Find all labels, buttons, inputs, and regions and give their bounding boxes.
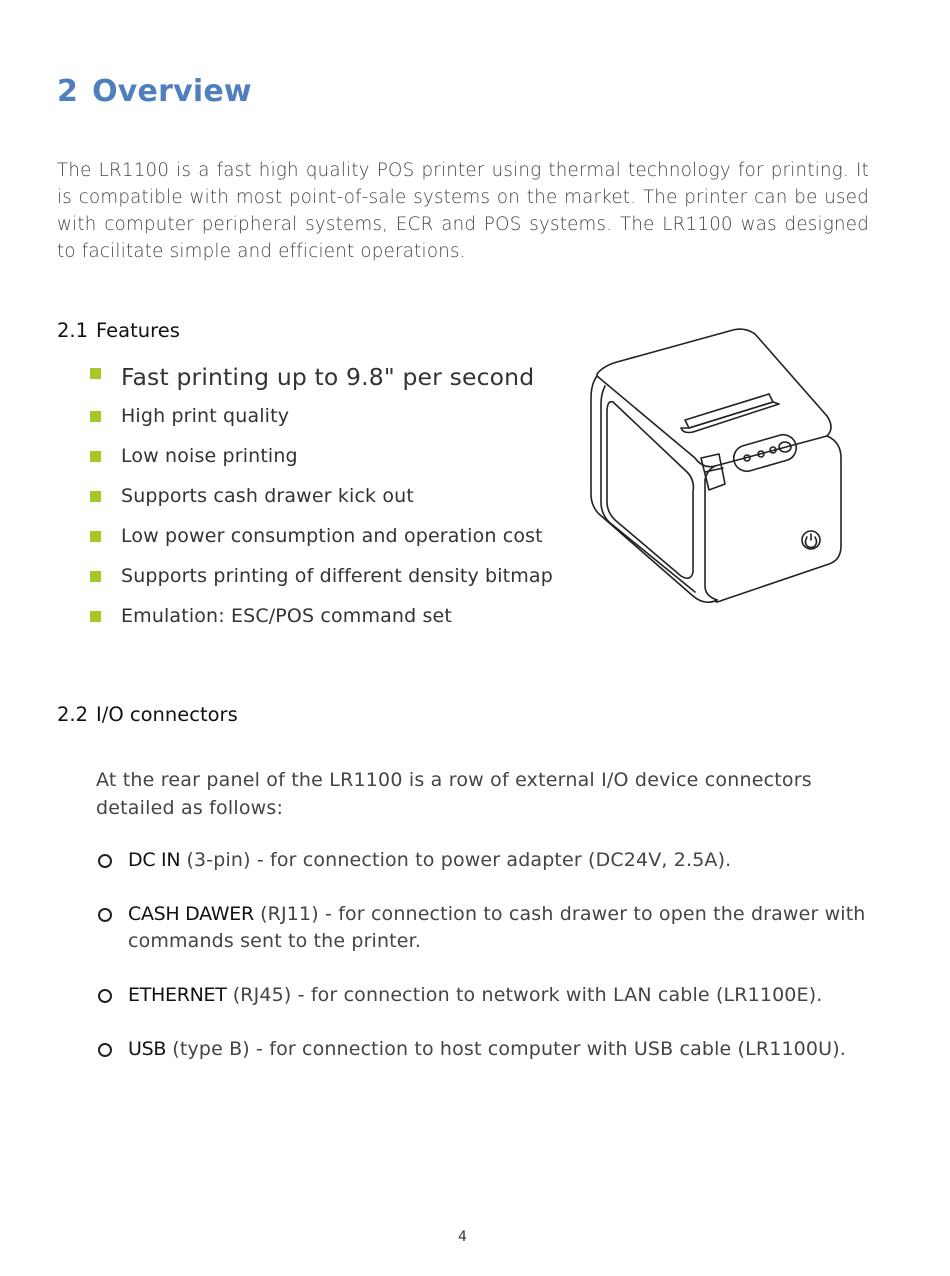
thermal-printer-illustration-icon	[583, 324, 845, 606]
feature-item	[90, 564, 553, 604]
connector-description: (type B) - for connection to host computer with USB cable (LR1100U).	[166, 1038, 846, 1060]
section-heading	[57, 74, 252, 109]
connector-name: USB	[128, 1038, 167, 1060]
connector-name: CASH DAWER	[128, 903, 254, 925]
io-connectors-heading	[57, 703, 238, 726]
io-connector-item	[96, 1036, 870, 1063]
feature-item	[90, 404, 553, 444]
connector-name: ETHERNET	[128, 984, 227, 1006]
connector-description: (3-pin) - for connection to power adapter (DC24V, 2.5A).	[180, 849, 732, 871]
io-connector-item	[96, 901, 870, 955]
square-bullet-icon	[90, 491, 101, 502]
circle-bullet-icon	[98, 989, 112, 1003]
io-connector-item	[96, 847, 870, 874]
feature-item	[90, 484, 553, 524]
features-number: 2.1	[57, 319, 89, 342]
io-intro-paragraph: At the rear panel of the LR1100 is a row of external I/O device connectors detailed as follows:	[96, 769, 812, 819]
circle-bullet-icon	[98, 908, 112, 922]
feature-text: Low noise printing	[121, 445, 298, 467]
io-connector-item	[96, 982, 870, 1009]
features-heading	[57, 319, 180, 342]
features-list	[90, 362, 553, 644]
square-bullet-icon	[90, 368, 101, 379]
feature-text: Fast printing up to 9.8" per second	[121, 363, 535, 391]
square-bullet-icon	[90, 531, 101, 542]
connector-name: DC IN	[128, 849, 181, 871]
page-number: 4	[458, 1229, 467, 1245]
feature-item	[90, 524, 553, 564]
io-title: I/O connectors	[96, 703, 238, 726]
feature-text: Emulation: ESC/POS command set	[121, 605, 452, 627]
feature-text: High print quality	[121, 405, 290, 427]
feature-text: Low power consumption and operation cost	[121, 525, 543, 547]
io-connector-list	[96, 847, 870, 1090]
feature-item	[90, 604, 553, 644]
section-title: Overview	[92, 74, 252, 109]
circle-bullet-icon	[98, 854, 112, 868]
feature-item	[90, 444, 553, 484]
square-bullet-icon	[90, 571, 101, 582]
feature-item	[90, 362, 553, 404]
features-title: Features	[96, 319, 180, 342]
circle-bullet-icon	[98, 1043, 112, 1057]
section-number: 2	[57, 74, 79, 109]
connector-description: (RJ11) - for connection to cash drawer to open the drawer with commands sent to the printer.	[128, 903, 866, 952]
connector-description: (RJ45) - for connection to network with LAN cable (LR1100E).	[226, 984, 823, 1006]
feature-text: Supports cash drawer kick out	[121, 485, 414, 507]
square-bullet-icon	[90, 451, 101, 462]
square-bullet-icon	[90, 411, 101, 422]
overview-paragraph: The LR1100 is a fast high quality POS printer using thermal technology for printing. It is compatible with most point-of-sale systems on the market. The printer can be used with computer peripheral systems, ECR and POS systems. The LR1100 was designed to facilitate simple and efficient operations.	[57, 160, 869, 262]
io-number: 2.2	[57, 703, 89, 726]
feature-text: Supports printing of different density bitmap	[121, 565, 553, 587]
square-bullet-icon	[90, 611, 101, 622]
